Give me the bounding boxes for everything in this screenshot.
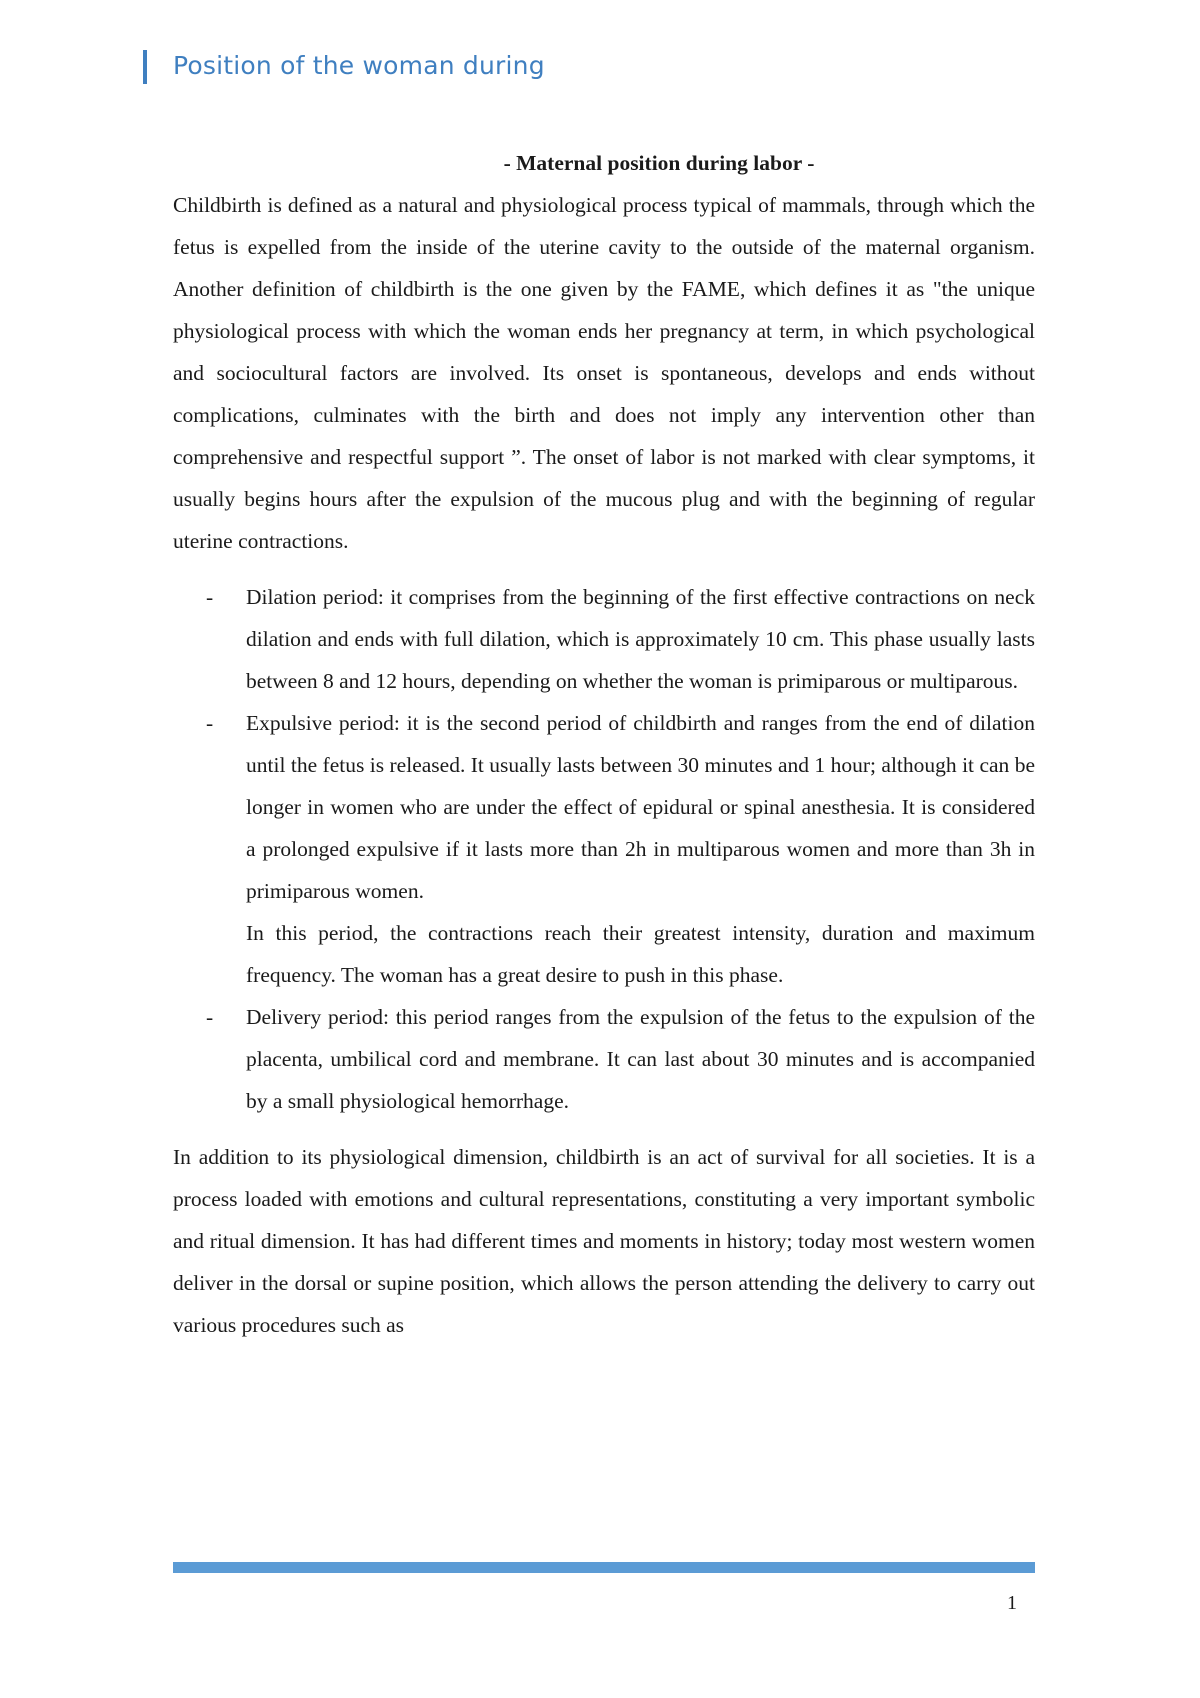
list-item-dilation-period: [206, 576, 1035, 702]
list-item-text: Delivery period: this period ranges from the expulsion of the fetus to the expulsion of the placenta, umbilical cord and membrane. It can last about 30 minutes and is accompanied by a small physiological hemorrhage.: [246, 1005, 1035, 1113]
list-bullet: -: [206, 711, 214, 735]
intro-paragraph: Childbirth is defined as a natural and physiological process typical of mammals, through which the fetus is expelled from the inside of the uterine cavity to the outside of the maternal organism. Another definition of childbirth is the one given by the FAME, which defines it as "the unique physiological process with which the woman ends her pregnancy at term, in which psychological and sociocultural factors are involved. Its onset is spontaneous, develops and ends without complications, culminates with the birth and does not imply any intervention other than comprehensive and respectful support ”. The onset of labor is not marked with clear symptoms, it usually begins hours after the expulsion of the mucous plug and with the beginning of regular uterine contractions.: [173, 193, 1035, 553]
list-item-text: Dilation period: it comprises from the beginning of the first effective contractions on neck dilation and ends with full dilation, which is approximately 10 cm. This phase usually lasts between 8 and 12 hours, depending on whether the woman is primiparous or multiparous.: [246, 585, 1035, 693]
list-item-expulsive-period: [206, 702, 1035, 996]
section-subtitle: - Maternal position during labor -: [503, 151, 815, 175]
list-bullet: -: [206, 1005, 214, 1029]
page-body: [173, 142, 1035, 1346]
list-item-delivery-period: [206, 996, 1035, 1122]
closing-paragraph: In addition to its physiological dimension, childbirth is an act of survival for all societies. It is a process loaded with emotions and cultural representations, constituting a very important symbolic and ritual dimension. It has had different times and moments in history; today most western women deliver in the dorsal or supine position, which allows the person attending the delivery to carry out various procedures such as: [173, 1145, 1035, 1337]
header-accent-bar: [143, 50, 147, 84]
page-number: 1: [1007, 1592, 1017, 1614]
running-header-title: Position of the woman during: [173, 51, 545, 80]
list-item-text: Expulsive period: it is the second period of childbirth and ranges from the end of dilation until the fetus is released. It usually lasts between 30 minutes and 1 hour; although it can be longer in women who are under the effect of epidural or spinal anesthesia. It is considered a prolonged expulsive if it lasts more than 2h in multiparous women and more than 3h in primiparous women.: [246, 711, 1035, 903]
list-item-continuation: In this period, the contractions reach their greatest intensity, duration and maximum frequency. The woman has a great desire to push in this phase.: [246, 921, 1035, 987]
list-bullet: -: [206, 585, 214, 609]
footer-rule: [173, 1562, 1035, 1573]
labor-periods-list: [173, 576, 1035, 1122]
